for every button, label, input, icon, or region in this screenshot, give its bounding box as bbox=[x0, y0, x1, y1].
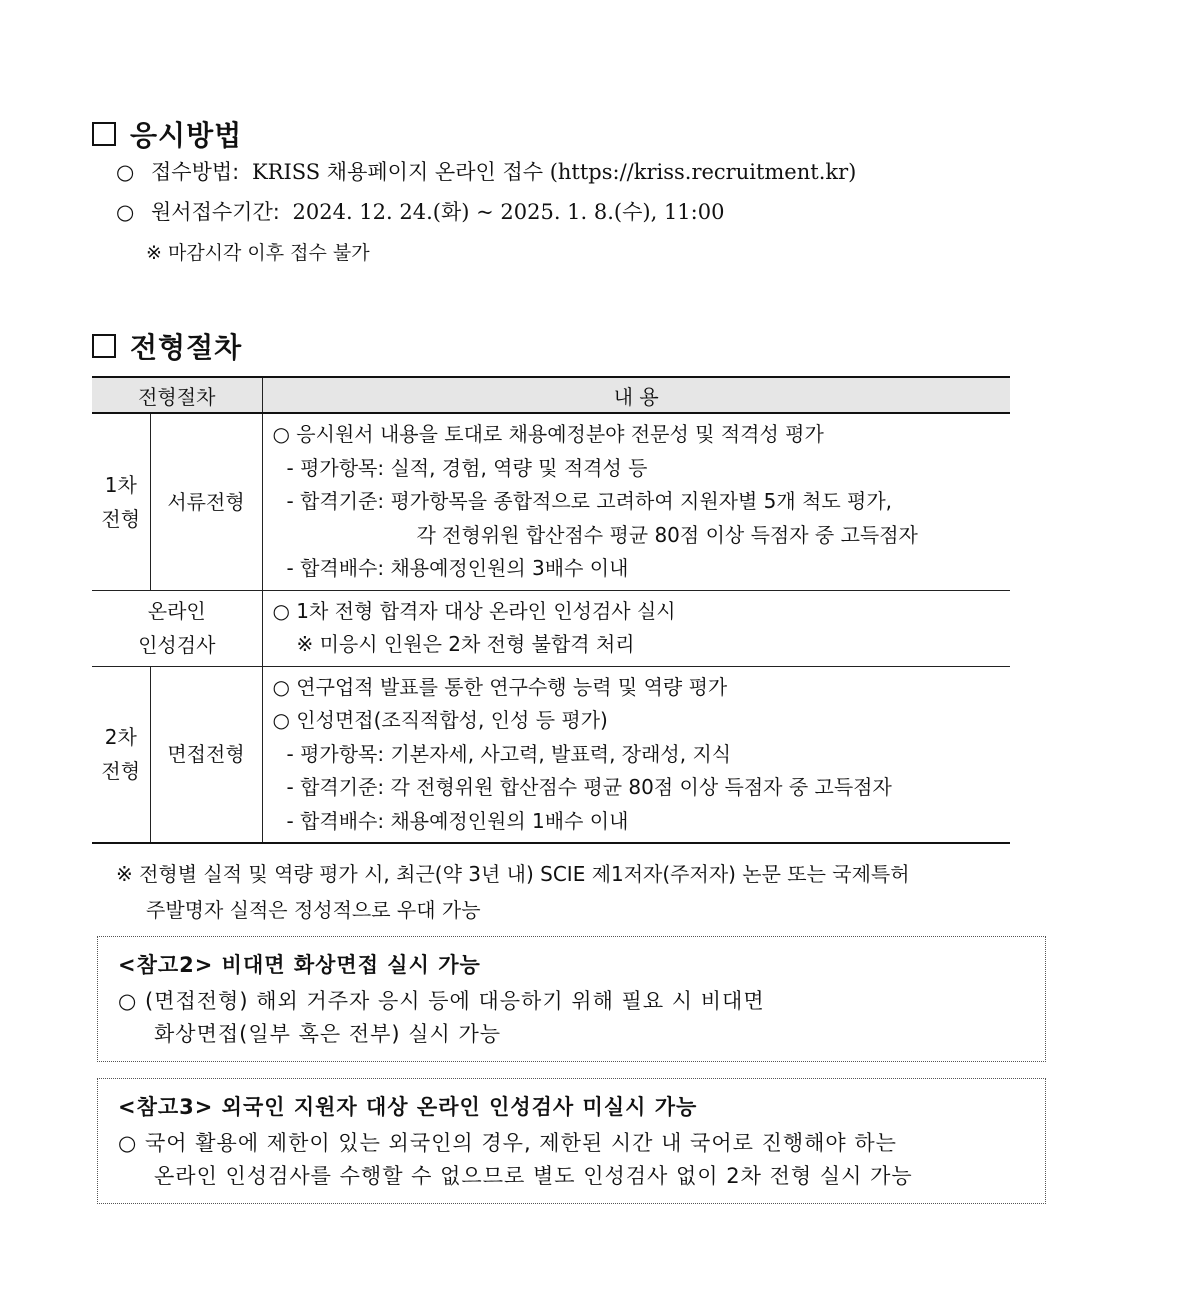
stage-cell bbox=[92, 413, 150, 590]
period-value: 2024. 12. 24.(화) ~ 2025. 1. 8.(수), 11:00 bbox=[292, 200, 725, 224]
content-cell bbox=[262, 590, 1010, 666]
content-cell bbox=[262, 413, 1010, 590]
type-cell: 서류전형 bbox=[150, 413, 262, 590]
stage-label: 온라인 bbox=[147, 599, 206, 623]
deadline-note: ※ 마감시각 이후 접수 불가 bbox=[146, 242, 370, 264]
checkbox-square-icon bbox=[92, 122, 116, 146]
selection-process-table bbox=[92, 376, 1010, 844]
reference-line: ○ (면접전형) 해외 거주자 응시 등에 대응하기 위해 필요 시 비대면 bbox=[118, 989, 765, 1013]
reference-title: <참고3> 외국인 지원자 대상 온라인 인성검사 미실시 가능 bbox=[118, 1095, 698, 1119]
method-label: 접수방법: bbox=[151, 160, 240, 184]
content-line: ○ 인성면접(조직적합성, 인성 등 평가) bbox=[272, 708, 608, 732]
application-method-line bbox=[116, 156, 856, 186]
content-line: - 평가항목: 기본자세, 사고력, 발표력, 장래성, 지식 bbox=[286, 741, 732, 766]
content-line: - 합격배수: 채용예정인원의 3배수 이내 bbox=[286, 556, 629, 580]
content-line: 각 전형위원 합산점수 평균 80점 이상 득점자 중 고득점자 bbox=[416, 522, 918, 547]
content-line: ○ 연구업적 발표를 통한 연구수행 능력 및 역량 평가 bbox=[272, 674, 728, 699]
checkbox-square-icon bbox=[92, 334, 116, 358]
reference-box-3 bbox=[97, 1078, 1046, 1204]
content-line: - 합격기준: 각 전형위원 합산점수 평균 80점 이상 득점자 중 고득점자 bbox=[286, 775, 892, 799]
reference-title: <참고2> 비대면 화상면접 실시 가능 bbox=[118, 953, 481, 977]
header-stage: 전형절차 bbox=[92, 377, 262, 413]
reference-line: 온라인 인성검사를 수행할 수 없으므로 별도 인성검사 없이 2차 전형 실시 가능 bbox=[154, 1164, 913, 1188]
header-content: 내 용 bbox=[262, 377, 1010, 413]
content-line: - 합격기준: 평가항목을 종합적으로 고려하여 지원자별 5개 척도 평가, bbox=[286, 489, 893, 513]
stage-label: 인성검사 bbox=[138, 633, 216, 657]
table-header-row bbox=[92, 377, 1010, 413]
stage-cell bbox=[92, 590, 262, 666]
content-line: ○ 응시원서 내용을 토대로 채용예정분야 전문성 및 적격성 평가 bbox=[272, 422, 824, 446]
period-label: 원서접수기간: bbox=[151, 200, 280, 224]
stage-label: 2차 bbox=[104, 725, 137, 750]
section-title: 전형절차 bbox=[130, 331, 243, 364]
content-line: - 평가항목: 실적, 경험, 역량 및 적격성 등 bbox=[286, 455, 648, 480]
stage-label: 전형 bbox=[101, 759, 141, 784]
section-heading-application-method bbox=[92, 114, 242, 154]
table-row bbox=[92, 413, 1010, 590]
stage-cell bbox=[92, 666, 150, 843]
content-line: ○ 1차 전형 합격자 대상 온라인 인성검사 실시 bbox=[272, 598, 676, 623]
reference-line: 화상면접(일부 혹은 전부) 실시 가능 bbox=[154, 1022, 502, 1046]
type-cell: 면접전형 bbox=[150, 666, 262, 843]
bullet-circle-icon: ○ bbox=[116, 160, 135, 184]
table-row bbox=[92, 666, 1010, 843]
stage-label: 1차 bbox=[104, 472, 137, 497]
reference-box-2 bbox=[97, 936, 1046, 1062]
footnote-line: ※ 전형별 실적 및 역량 평가 시, 최근(약 3년 내) SCIE 제1저자(주저자) 논문 또는 국제특허 bbox=[116, 862, 910, 886]
application-period-line bbox=[116, 196, 724, 226]
reference-line: ○ 국어 활용에 제한이 있는 외국인의 경우, 제한된 시간 내 국어로 진행해야 하는 bbox=[118, 1131, 897, 1155]
section-heading-selection-process bbox=[92, 326, 242, 366]
content-cell bbox=[262, 666, 1010, 843]
content-line: - 합격배수: 채용예정인원의 1배수 이내 bbox=[286, 808, 629, 833]
stage-label: 전형 bbox=[101, 506, 141, 531]
content-line: ※ 미응시 인원은 2차 전형 불합격 처리 bbox=[296, 632, 635, 656]
table-row bbox=[92, 590, 1010, 666]
bullet-circle-icon: ○ bbox=[116, 200, 135, 224]
section-title: 응시방법 bbox=[130, 119, 243, 152]
footnote-line: 주발명자 실적은 정성적으로 우대 가능 bbox=[146, 898, 481, 922]
method-value: KRISS 채용페이지 온라인 접수 (https://kriss.recruitment.kr) bbox=[251, 160, 857, 184]
